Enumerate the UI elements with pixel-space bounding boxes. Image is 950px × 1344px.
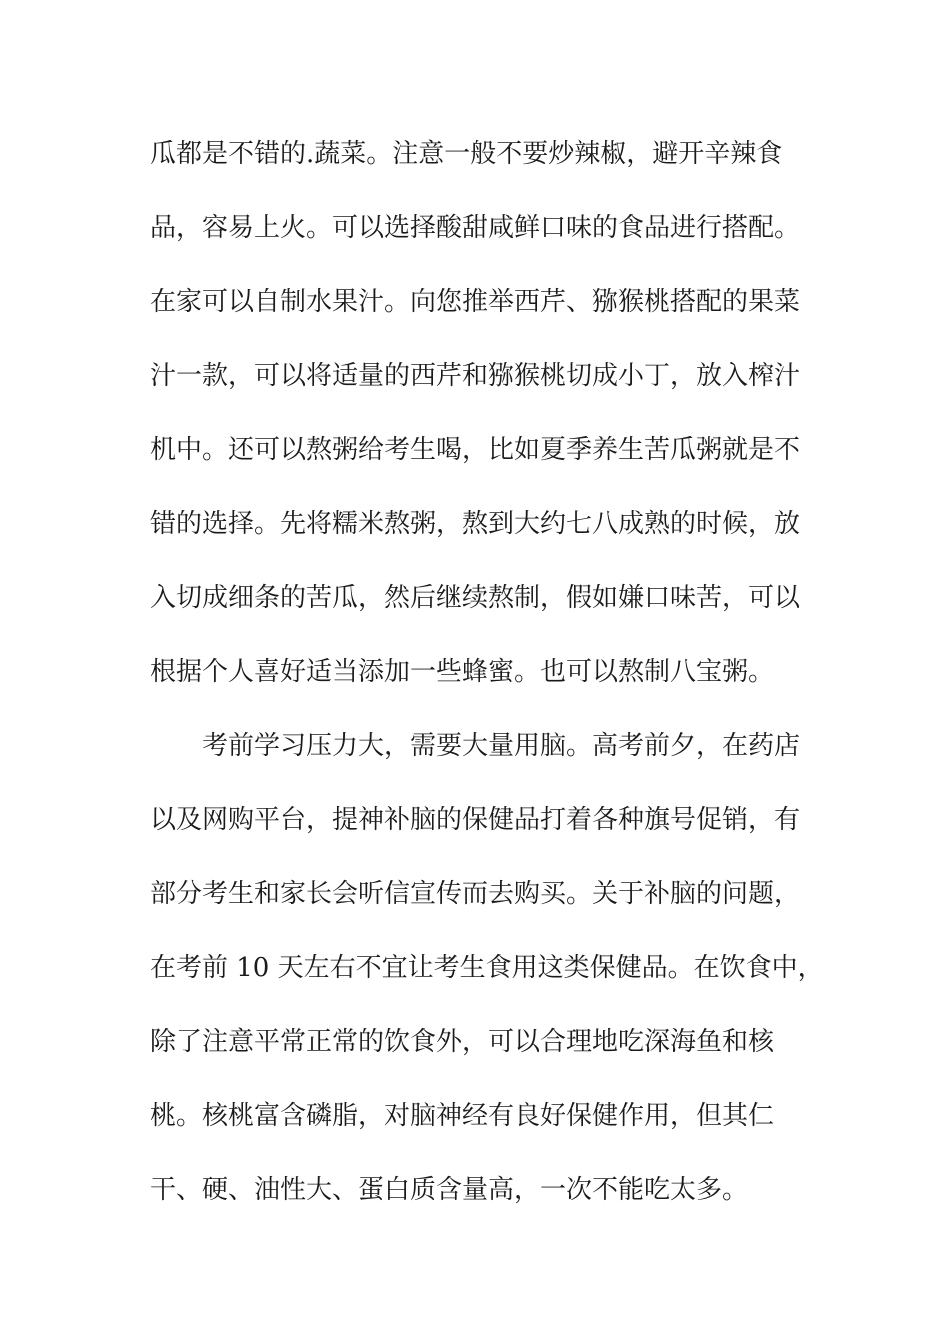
paragraph-1 <box>150 127 810 719</box>
text-line: 机中。还可以熬粥给考生喝，比如夏季养生苦瓜粥就是不 <box>150 435 801 465</box>
text-line: 桃。核桃富含磷脂，对脑神经有良好保健作用，但其仁 <box>150 1101 775 1131</box>
text-line: 根据个人喜好适当添加一些蜂蜜。也可以熬制八宝粥。 <box>150 657 775 687</box>
text-line: 品，容易上火。可以选择酸甜咸鲜口味的食品进行搭配。 <box>150 213 801 243</box>
text-line: 错的选择。先将糯米熬粥，熬到大约七八成熟的时候，放 <box>150 509 801 539</box>
paragraph-2 <box>150 719 824 1237</box>
text-line: 入切成细条的苦瓜，然后继续熬制，假如嫌口味苦，可以 <box>150 583 801 613</box>
document-body <box>150 127 824 1237</box>
text-line: 在考前 10 天左右不宜让考生食用这类保健品。在饮食中， <box>150 953 824 983</box>
text-line: 考前学习压力大，需要大量用脑。高考前夕，在药店 <box>202 731 801 761</box>
text-line: 瓜都是不错的.蔬菜。注意一般不要炒辣椒，避开辛辣食 <box>150 139 783 169</box>
text-line: 除了注意平常正常的饮食外，可以合理地吃深海鱼和核 <box>150 1027 775 1057</box>
text-line: 在家可以自制水果汁。向您推举西芹、猕猴桃搭配的果菜 <box>150 287 801 317</box>
text-line: 汁一款，可以将适量的西芹和猕猴桃切成小丁，放入榨汁 <box>150 361 801 391</box>
text-line: 干、硬、油性大、蛋白质含量高，一次不能吃太多。 <box>150 1175 749 1205</box>
text-line: 部分考生和家长会听信宣传而去购买。关于补脑的问题， <box>150 879 801 909</box>
text-line: 以及网购平台，提神补脑的保健品打着各种旗号促销，有 <box>150 805 801 835</box>
